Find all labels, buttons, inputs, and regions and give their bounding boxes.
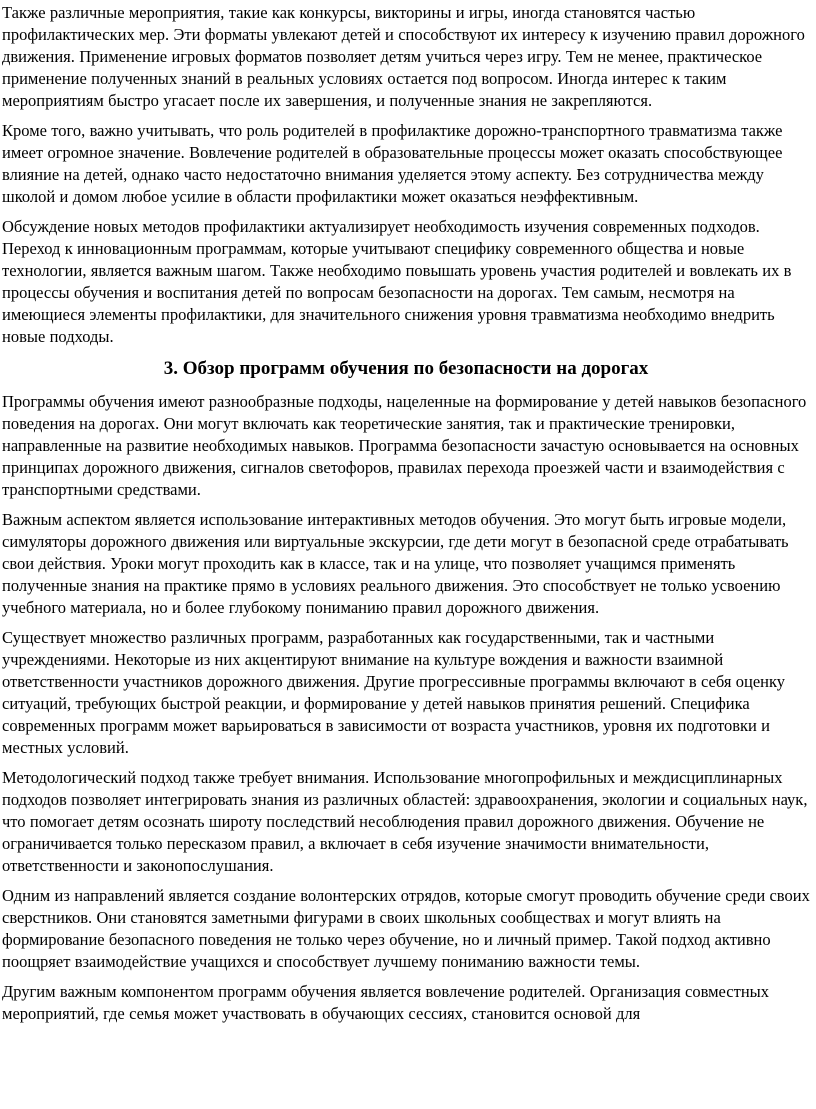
paragraph-interactive-methods: Важным аспектом является использование интерактивных методов обучения. Это могут быть игровые модели, симуляторы дорожного движения или виртуальные экскурсии, где дети могут в безопасной среде отрабатывать свои действия. Уроки могут проходить как в классе, так и на улице, что позволяет учащимся применять полученные знания на практике прямо в условиях реального движения. Это способствует не только усвоению учебного материала, но и более глубокому пониманию правил дорожного движения.: [2, 510, 789, 617]
paragraph-methodology: Методологический подход также требует внимания. Использование многопрофильных и междисциплинарных подходов позволяет интегрировать знания из различных областей: здравоохранения, экологии и социальных наук, что помогает детям осознать широту последствий несоблюдения правил дорожного движения. Обучение не ограничивается только пересказом правил, а включает в себя изучение значимости внимательности, ответственности и законопослушания.: [2, 768, 808, 875]
section-heading: 3. Обзор программ обучения по безопасности на дорогах: [163, 358, 649, 379]
paragraph-parents-role: Кроме того, важно учитывать, что роль родителей в профилактике дорожно-транспортного травматизма также имеет огромное значение. Вовлечение родителей в образовательные процессы может оказать способствующее влияние на детей, однако часто недостаточно внимания уделяется этому аспекту. Без сотрудничества между школой и домом любое усилие в области профилактики может оказаться неэффективным.: [2, 121, 783, 206]
paragraph-parent-involvement: Другим важным компонентом программ обучения является вовлечение родителей. Организация совместных мероприятий, где семья может участвовать в обучающих сессиях, становится основой для: [2, 982, 769, 1023]
paragraph-new-methods: Обсуждение новых методов профилактики актуализирует необходимость изучения современных подходов. Переход к инновационным программам, которые учитывают специфику современного общества и новые технологии, является важным шагом. Также необходимо повышать уровень участия родителей и вовлекать их в процессы обучения и воспитания детей по вопросам безопасности на дорогах. Тем самым, несмотря на имеющиеся элементы профилактики, для значительного снижения уровня травматизма необходимо внедрить новые подходы.: [2, 217, 792, 346]
paragraph-program-variety: Существует множество различных программ, разработанных как государственными, так и частными учреждениями. Некоторые из них акцентируют внимание на культуре вождения и важности взаимной ответственности участников дорожного движения. Другие прогрессивные программы включают в себя оценку ситуаций, требующих быстрой реакции, и формирование у детей навыков принятия решений. Специфика современных программ может варьироваться в зависимости от возраста участников, уровня их подготовки и местных условий.: [2, 628, 786, 757]
paragraph-events-contests: Также различные мероприятия, такие как конкурсы, викторины и игры, иногда становятся частью профилактических мер. Эти форматы увлекают детей и способствуют их интересу к изучению правил дорожного движения. Применение игровых форматов позволяет детям учиться через игру. Тем не менее, практическое применение полученных знаний в реальных условиях остается под вопросом. Иногда интерес к таким мероприятиям быстро угасает после их завершения, и полученные знания не закрепляются.: [2, 3, 805, 110]
paragraph-volunteer-squads: Одним из направлений является создание волонтерских отрядов, которые смогут проводить обучение среди своих сверстников. Они становятся заметными фигурами в своих школьных сообществах и могут влиять на формирование безопасного поведения не только через обучение, но и личный пример. Такой подход активно поощряет взаимодействие учащихся и способствует лучшему пониманию важности темы.: [2, 886, 810, 971]
paragraph-program-approaches: Программы обучения имеют разнообразные подходы, нацеленные на формирование у детей навыков безопасного поведения на дорогах. Они могут включать как теоретические занятия, так и практические тренировки, направленные на развитие необходимых навыков. Программа безопасности зачастую основывается на основных принципах дорожного движения, сигналов светофоров, правилах перехода проезжей части и взаимодействия с транспортными средствами.: [2, 392, 807, 499]
